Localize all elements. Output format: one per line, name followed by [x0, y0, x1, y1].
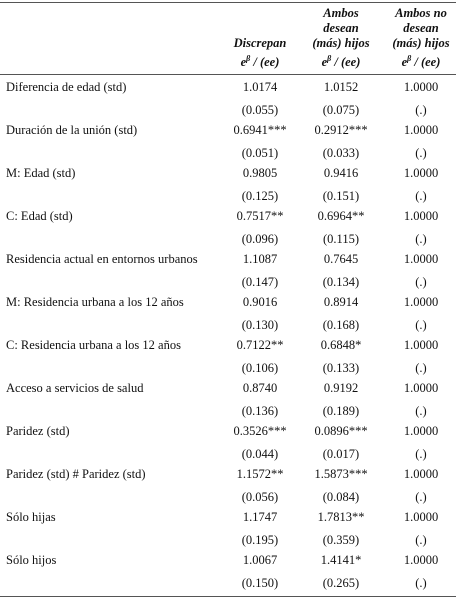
coef-ambos-no-desean: 1.0000: [403, 209, 439, 223]
header-col2-line1: Ambos: [323, 6, 359, 20]
coef-ambos-desean: 0.6964**: [317, 209, 365, 223]
coef-ambos-desean: 0.0896***: [314, 424, 368, 438]
coef-ambos-no-desean: 1.0000: [403, 295, 439, 309]
variable-label: Sólo hijos: [6, 553, 57, 567]
se-ambos-no-desean: (.): [415, 232, 427, 246]
variable-label: Sólo hijas: [6, 510, 56, 524]
se-ambos-desean: (0.134): [322, 275, 360, 289]
coef-ambos-no-desean: 1.0000: [403, 123, 439, 137]
coef-discrepan: 1.0067: [242, 553, 278, 567]
se-ambos-no-desean: (.): [415, 361, 427, 375]
top-rule: [0, 2, 456, 3]
variable-label: C: Edad (std): [6, 209, 73, 223]
coef-ambos-no-desean: 1.0000: [403, 166, 439, 180]
variable-label: Residencia actual en entornos urbanos: [6, 252, 198, 266]
header-col1: [224, 36, 296, 70]
header-col1-line1: Discrepan: [233, 36, 287, 50]
se-ambos-no-desean: (.): [415, 103, 427, 117]
coef-ambos-no-desean: 1.0000: [403, 424, 439, 438]
header-col3-line3: (más) hijos: [392, 36, 450, 50]
se-discrepan: (0.147): [241, 275, 279, 289]
se-discrepan: (0.150): [241, 576, 279, 590]
variable-label: Diferencia de edad (std): [6, 80, 127, 94]
variable-label: M: Edad (std): [6, 166, 76, 180]
coef-ambos-no-desean: 1.0000: [403, 467, 439, 481]
se-ambos-no-desean: (.): [415, 318, 427, 332]
coef-ambos-no-desean: 1.0000: [403, 252, 439, 266]
header-rule: [0, 74, 456, 75]
coef-ambos-desean: 1.0152: [323, 80, 359, 94]
se-ambos-desean: (0.189): [322, 404, 360, 418]
coef-ambos-no-desean: 1.0000: [403, 553, 439, 567]
se-ambos-no-desean: (.): [415, 533, 427, 547]
bottom-rule: [0, 596, 456, 597]
se-discrepan: (0.106): [241, 361, 279, 375]
se-discrepan: (0.044): [241, 447, 279, 461]
header-col3-stat: $e^\beta / (ee)$: [401, 54, 441, 70]
coef-discrepan: 0.7517**: [236, 209, 284, 223]
variable-label: M: Residencia urbana a los 12 años: [6, 295, 184, 309]
se-ambos-no-desean: (.): [415, 404, 427, 418]
coef-ambos-no-desean: 1.0000: [403, 381, 439, 395]
header-col2-line2: desean: [323, 21, 359, 35]
variable-label: Paridez (std) # Paridez (std): [6, 467, 146, 481]
coef-discrepan: 1.1572**: [236, 467, 284, 481]
header-col3-line2: desean: [403, 21, 439, 35]
header-col3: [386, 6, 456, 70]
coef-ambos-desean: 1.4141*: [320, 553, 362, 567]
se-discrepan: (0.130): [241, 318, 279, 332]
coef-ambos-no-desean: 1.0000: [403, 510, 439, 524]
coef-discrepan: 1.0174: [242, 80, 278, 94]
header-col2: [302, 6, 380, 70]
se-ambos-desean: (0.075): [322, 103, 360, 117]
coef-discrepan: 0.9805: [242, 166, 278, 180]
se-ambos-desean: (0.151): [322, 189, 360, 203]
se-discrepan: (0.056): [241, 490, 279, 504]
coef-ambos-desean: 0.9416: [323, 166, 359, 180]
variable-label: Duración de la unión (std): [6, 123, 138, 137]
se-ambos-desean: (0.084): [322, 490, 360, 504]
coef-discrepan: 1.1087: [242, 252, 278, 266]
se-ambos-desean: (0.133): [322, 361, 360, 375]
coef-ambos-no-desean: 1.0000: [403, 338, 439, 352]
coef-ambos-desean: 0.2912***: [314, 123, 368, 137]
se-ambos-no-desean: (.): [415, 275, 427, 289]
coef-ambos-no-desean: 1.0000: [403, 80, 439, 94]
se-ambos-no-desean: (.): [415, 189, 427, 203]
se-ambos-desean: (0.359): [322, 533, 360, 547]
se-ambos-no-desean: (.): [415, 447, 427, 461]
se-ambos-desean: (0.168): [322, 318, 360, 332]
se-discrepan: (0.195): [241, 533, 279, 547]
se-ambos-no-desean: (.): [415, 146, 427, 160]
se-discrepan: (0.051): [241, 146, 279, 160]
coef-ambos-desean: 0.6848*: [320, 338, 362, 352]
se-discrepan: (0.125): [241, 189, 279, 203]
header-col1-stat: $e^\beta / (ee)$: [240, 54, 280, 70]
coef-discrepan: 0.7122**: [236, 338, 284, 352]
coef-ambos-desean: 0.9192: [323, 381, 359, 395]
coef-ambos-desean: 1.5873***: [314, 467, 368, 481]
se-discrepan: (0.096): [241, 232, 279, 246]
coef-ambos-desean: 0.8914: [323, 295, 359, 309]
se-ambos-desean: (0.017): [322, 447, 360, 461]
header-col2-stat: $e^\beta / (ee)$: [321, 54, 361, 70]
coef-discrepan: 1.1747: [242, 510, 278, 524]
se-ambos-no-desean: (.): [415, 490, 427, 504]
coef-discrepan: 0.6941***: [233, 123, 287, 137]
se-ambos-desean: (0.115): [323, 232, 359, 246]
coef-ambos-desean: 1.7813**: [317, 510, 365, 524]
coef-discrepan: 0.8740: [242, 381, 278, 395]
coef-ambos-desean: 0.7645: [323, 252, 359, 266]
variable-label: Paridez (std): [6, 424, 70, 438]
variable-label: C: Residencia urbana a los 12 años: [6, 338, 181, 352]
se-discrepan: (0.136): [241, 404, 279, 418]
header-col2-line3: (más) hijos: [312, 36, 370, 50]
variable-label: Acceso a servicios de salud: [6, 381, 144, 395]
se-ambos-no-desean: (.): [415, 576, 427, 590]
header-col3-line1: Ambos no: [395, 6, 447, 20]
coef-discrepan: 0.3526***: [233, 424, 287, 438]
se-discrepan: (0.055): [241, 103, 279, 117]
se-ambos-desean: (0.033): [322, 146, 360, 160]
coef-discrepan: 0.9016: [242, 295, 278, 309]
se-ambos-desean: (0.265): [322, 576, 360, 590]
